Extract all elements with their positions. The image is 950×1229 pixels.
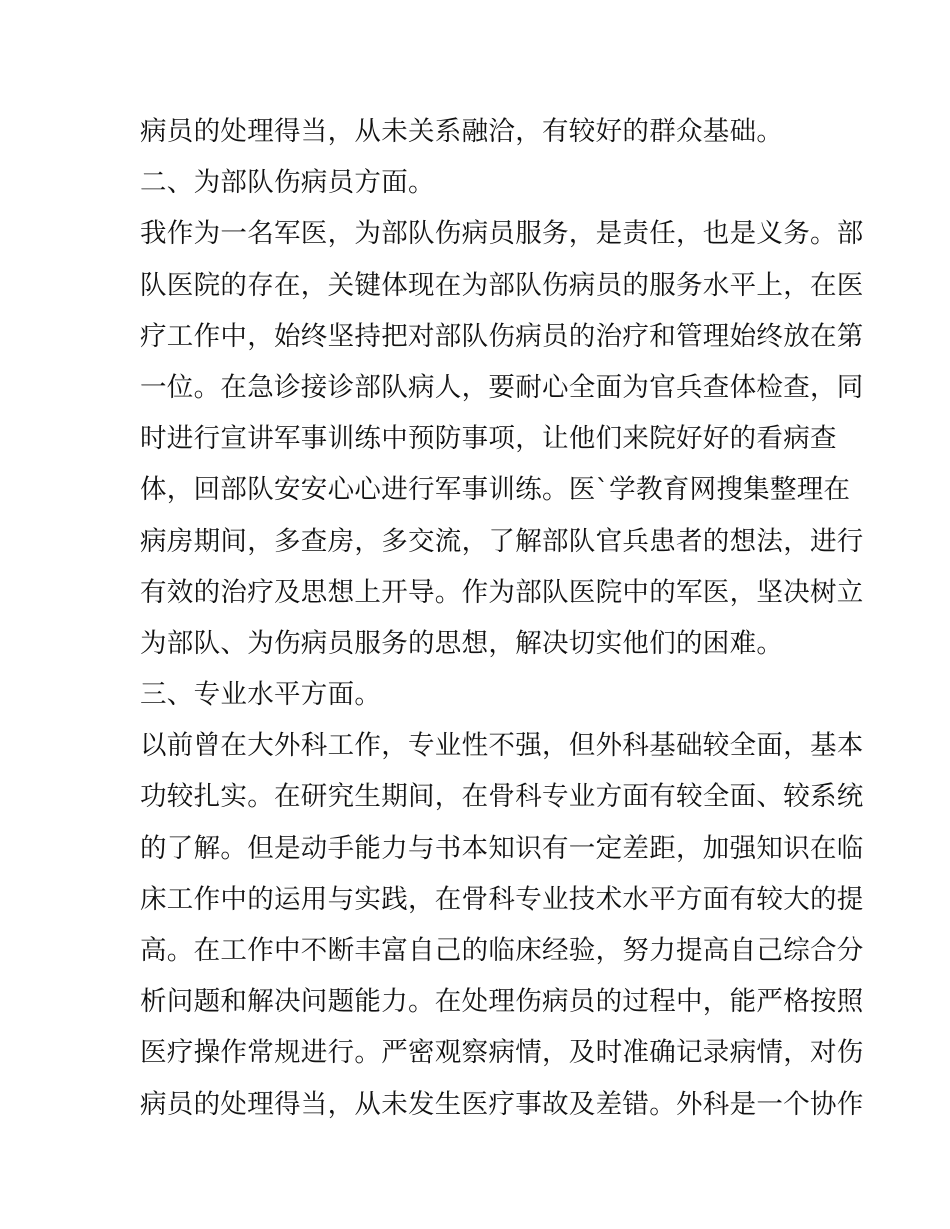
document-body — [140, 106, 864, 1130]
text-line: 为部队、为伤病员服务的思想，解决切实他们的困难。 — [140, 627, 784, 659]
text-line: 功较扎实。在研究生期间，在骨科专业方面有较全面、较系统 — [140, 781, 864, 813]
section-heading: 二、为部队伤病员方面。 — [140, 167, 435, 199]
text-line: 疗工作中，始终坚持把对部队伤病员的治疗和管理始终放在第 — [140, 320, 864, 352]
text-line: 我作为一名军医，为部队伤病员服务，是责任，也是义务。部 — [140, 218, 864, 250]
text-line: 有效的治疗及思想上开导。作为部队医院中的军医，坚决树立 — [140, 576, 864, 608]
text-line: 队医院的存在，关键体现在为部队伤病员的服务水平上，在医 — [140, 269, 864, 301]
text-line: 以前曾在大外科工作，专业性不强，但外科基础较全面，基本 — [140, 730, 864, 762]
text-line: 析问题和解决问题能力。在处理伤病员的过程中，能严格按照 — [140, 986, 864, 1018]
text-line: 医疗操作常规进行。严密观察病情，及时准确记录病情，对伤 — [140, 1037, 864, 1069]
text-line: 高。在工作中不断丰富自己的临床经验，努力提高自己综合分 — [140, 935, 864, 966]
text-line: 一位。在急诊接诊部队病人，要耐心全面为官兵查体检查，同 — [140, 371, 864, 403]
text-line: 病员的处理得当，从未发生医疗事故及差错。外科是一个协作 — [140, 1088, 864, 1120]
text-line: 的了解。但是动手能力与书本知识有一定差距，加强知识在临 — [140, 832, 864, 864]
text-line: 病房期间，多查房，多交流，了解部队官兵患者的想法，进行 — [140, 525, 864, 557]
text-line: 床工作中的运用与实践，在骨科专业技术水平方面有较大的提 — [140, 883, 864, 915]
text-line: 病员的处理得当，从未关系融洽，有较好的群众基础。 — [140, 116, 784, 147]
text-line: 时进行宣讲军事训练中预防事项，让他们来院好好的看病查 — [140, 423, 837, 455]
text-line: 体，回部队安安心心进行军事训练。医`学教育网搜集整理在 — [140, 474, 851, 506]
section-heading: 三、专业水平方面。 — [140, 679, 382, 711]
